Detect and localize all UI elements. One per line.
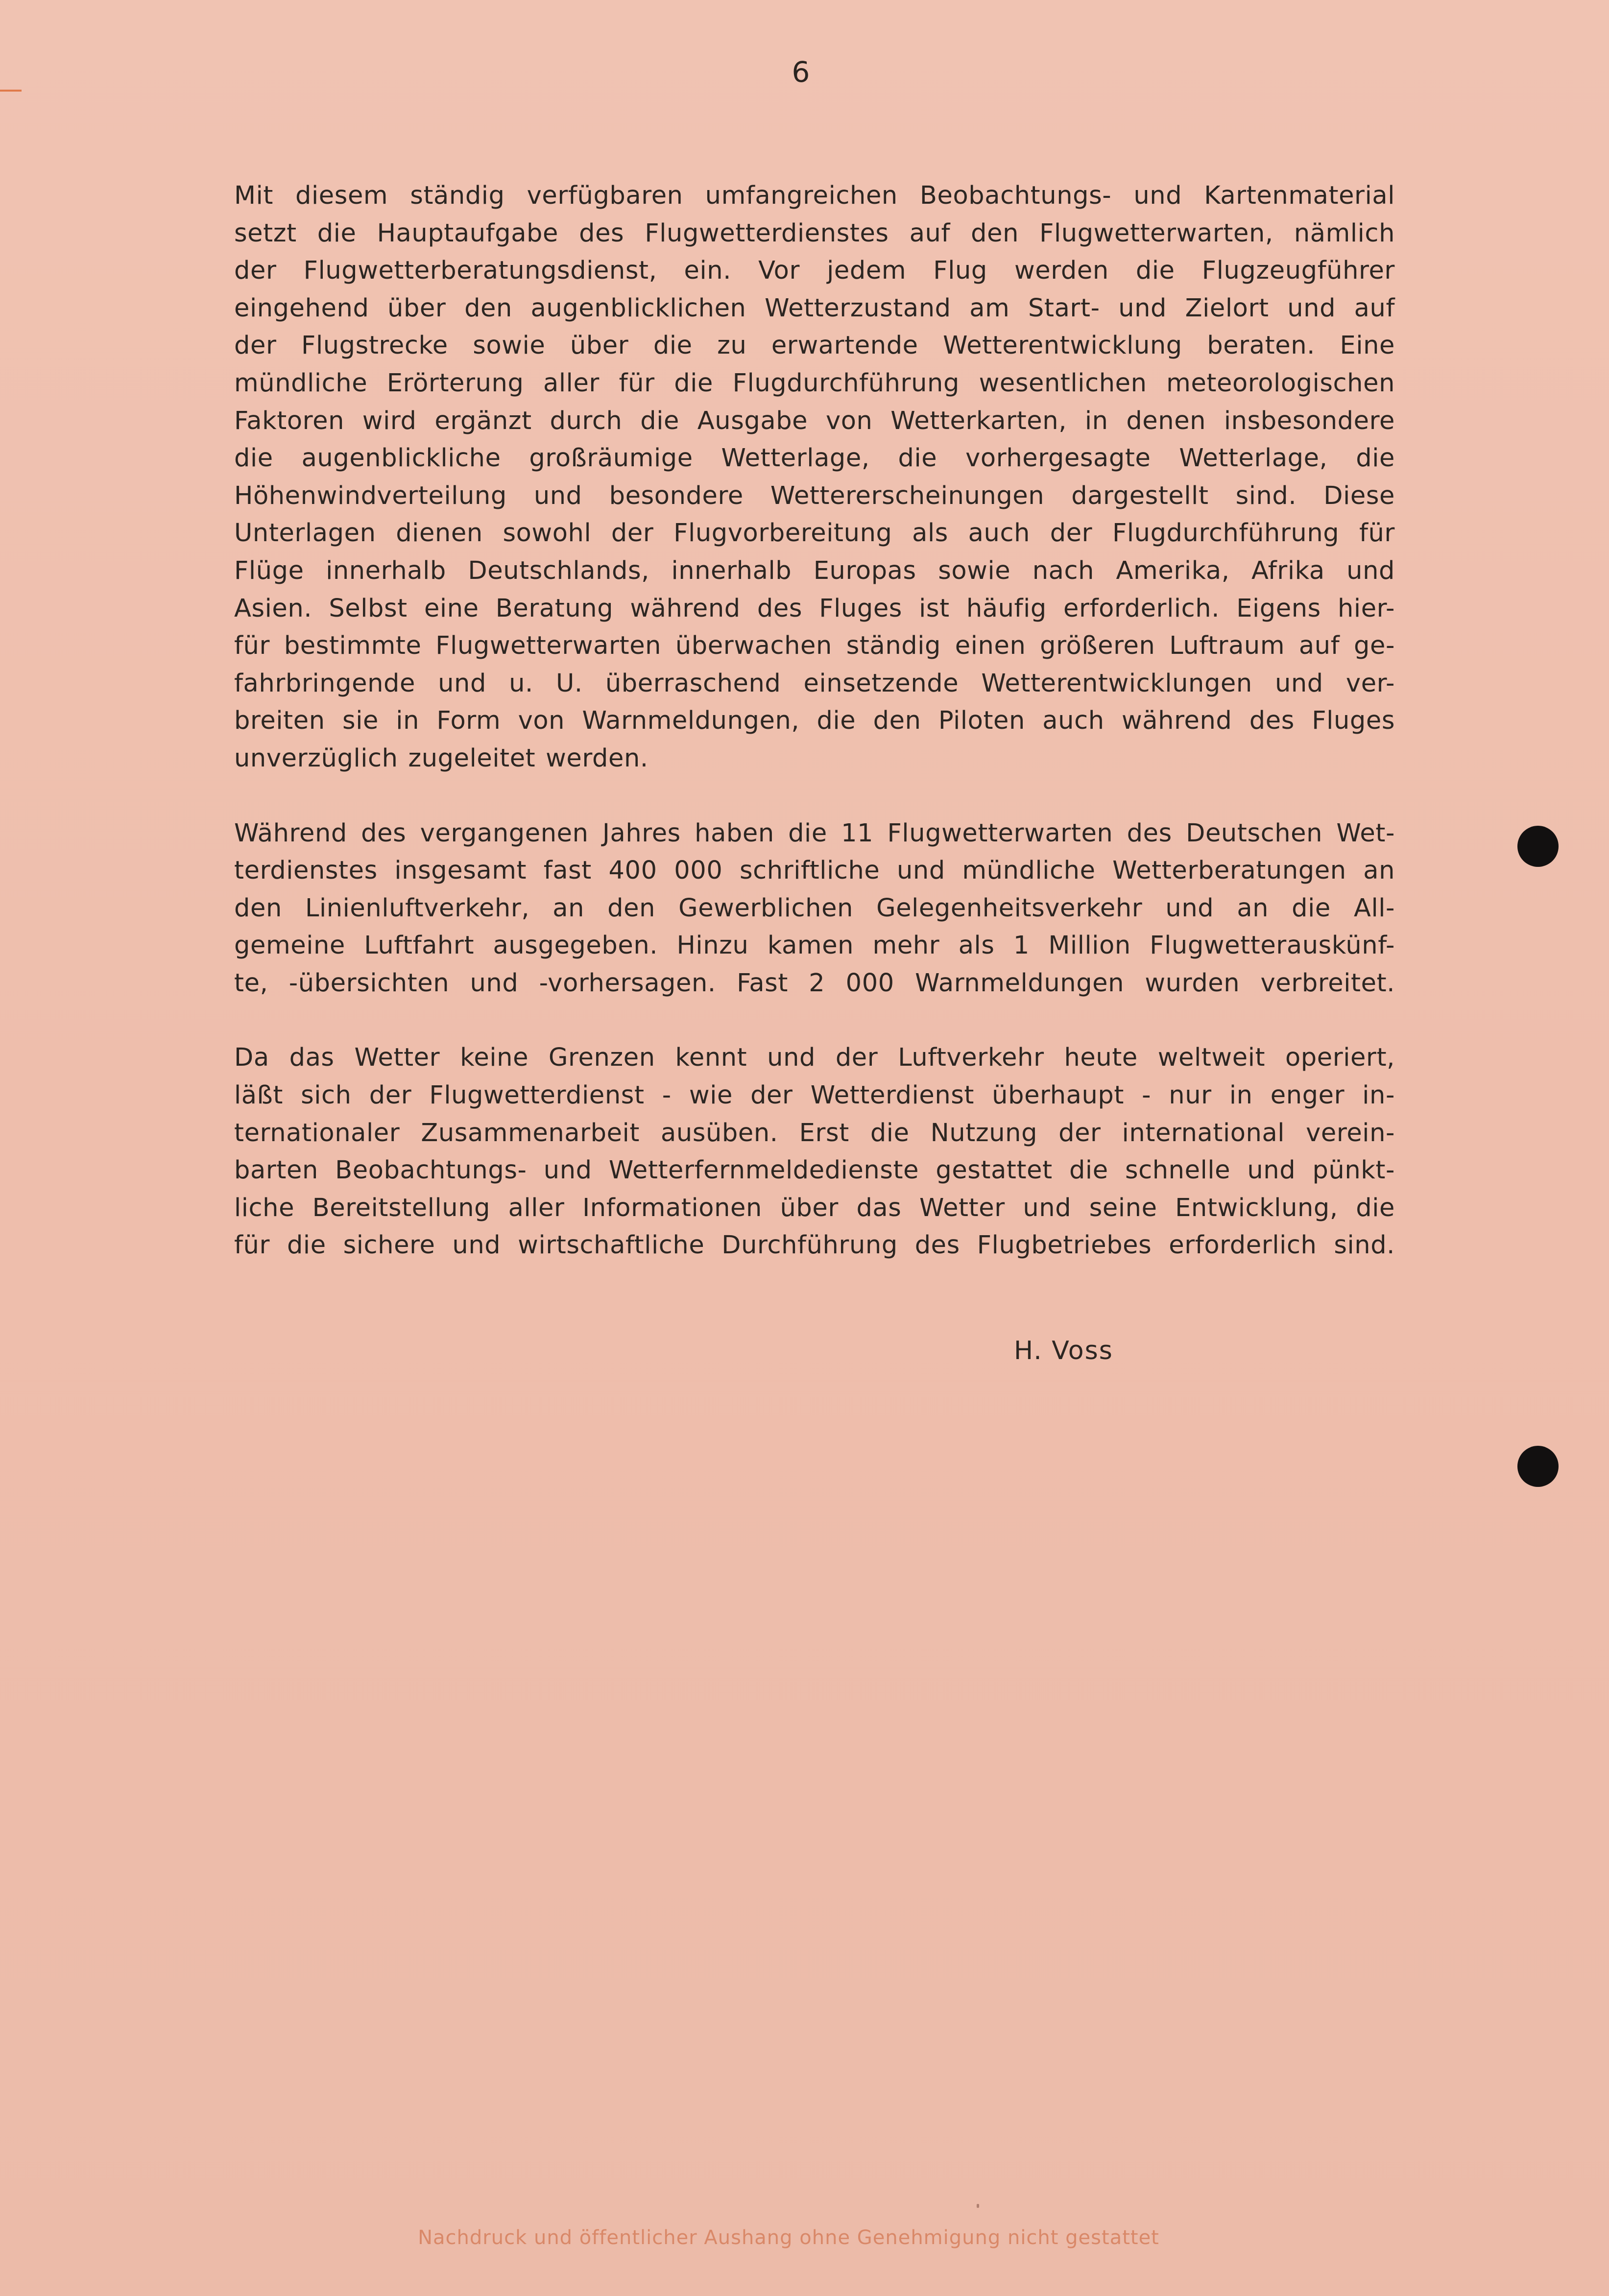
text-line: terdienstes insgesamt fast 400 000 schriftliche und mündliche Wetterberatungen an (234, 856, 1395, 885)
text-line: Mit diesem ständig verfügbaren umfangreichen Beobachtungs- und Kartenmaterial (234, 181, 1395, 210)
author-signature: H. Voss (1014, 1336, 1113, 1365)
punch-hole-icon (1517, 1446, 1559, 1487)
text-line: für die sichere und wirtschaftliche Durchführung des Flugbetriebes erforderlich sind. (234, 1231, 1395, 1260)
text-line: Höhenwindverteilung und besondere Wettererscheinungen dargestellt sind. Diese (234, 481, 1395, 510)
text-line: die augenblickliche großräumige Wetterlage, die vorhergesagte Wetterlage, die (234, 444, 1395, 473)
copyright-notice: Nachdruck und öffentlicher Aushang ohne Genehmigung nicht gestattet (418, 2226, 1159, 2249)
text-line: gemeine Luftfahrt ausgegeben. Hinzu kamen mehr als 1 Million Flugwetterauskünf- (234, 931, 1395, 960)
text-line: Flüge innerhalb Deutschlands, innerhalb Europas sowie nach Amerika, Afrika und (234, 556, 1395, 585)
text-line: der Flugstrecke sowie über die zu erwartende Wetterentwicklung beraten. Eine (234, 331, 1395, 360)
body-text (234, 177, 1395, 1265)
fold-mark (0, 90, 22, 92)
punch-hole-icon (1517, 826, 1559, 867)
text-line: ternationaler Zusammenarbeit ausüben. Erst die Nutzung der international verein- (234, 1118, 1395, 1148)
text-line: der Flugwetterberatungsdienst, ein. Vor jedem Flug werden die Flugzeugführer (234, 256, 1395, 286)
text-line: den Linienluftverkehr, an den Gewerblichen Gelegenheitsverkehr und an die All- (234, 893, 1395, 923)
paragraph-3 (234, 1039, 1395, 1265)
text-line: Faktoren wird ergänzt durch die Ausgabe von Wetterkarten, in denen insbesondere (234, 406, 1395, 435)
text-line: mündliche Erörterung aller für die Flugdurchführung wesentlichen meteorologischen (234, 368, 1395, 398)
text-line: barten Beobachtungs- und Wetterfernmeldedienste gestattet die schnelle und pünkt- (234, 1156, 1395, 1185)
text-line: für bestimmte Flugwetterwarten überwachen ständig einen größeren Luftraum auf ge- (234, 631, 1395, 661)
ink-speck (977, 2204, 979, 2208)
text-line: liche Bereitstellung aller Informationen über das Wetter und seine Entwicklung, die (234, 1193, 1395, 1222)
text-line: Asien. Selbst eine Beratung während des Fluges ist häufig erforderlich. Eigens hier- (234, 594, 1395, 623)
text-line: fahrbringende und u. U. überraschend einsetzende Wetterentwicklungen und ver- (234, 669, 1395, 698)
text-line: unverzüglich zugeleitet werden. (234, 743, 648, 773)
paragraph-1 (234, 177, 1395, 778)
text-line: läßt sich der Flugwetterdienst - wie der Wetterdienst überhaupt - nur in enger in- (234, 1081, 1395, 1110)
text-line: Da das Wetter keine Grenzen kennt und der Luftverkehr heute weltweit operiert, (234, 1043, 1395, 1073)
paragraph-2 (234, 815, 1395, 1003)
text-line: eingehend über den augenblicklichen Wetterzustand am Start- und Zielort und auf (234, 293, 1395, 323)
text-line: te, -übersichten und -vorhersagen. Fast 2 000 Warnmeldungen wurden verbreitet. (234, 968, 1395, 998)
text-line: setzt die Hauptaufgabe des Flugwetterdienstes auf den Flugwetterwarten, nämlich (234, 218, 1395, 248)
text-line: Unterlagen dienen sowohl der Flugvorbereitung als auch der Flugdurchführung für (234, 519, 1395, 548)
text-line: breiten sie in Form von Warnmeldungen, die den Piloten auch während des Fluges (234, 706, 1395, 736)
page-number: 6 (792, 55, 810, 89)
text-line: Während des vergangenen Jahres haben die 11 Flugwetterwarten des Deutschen Wet- (234, 818, 1395, 848)
